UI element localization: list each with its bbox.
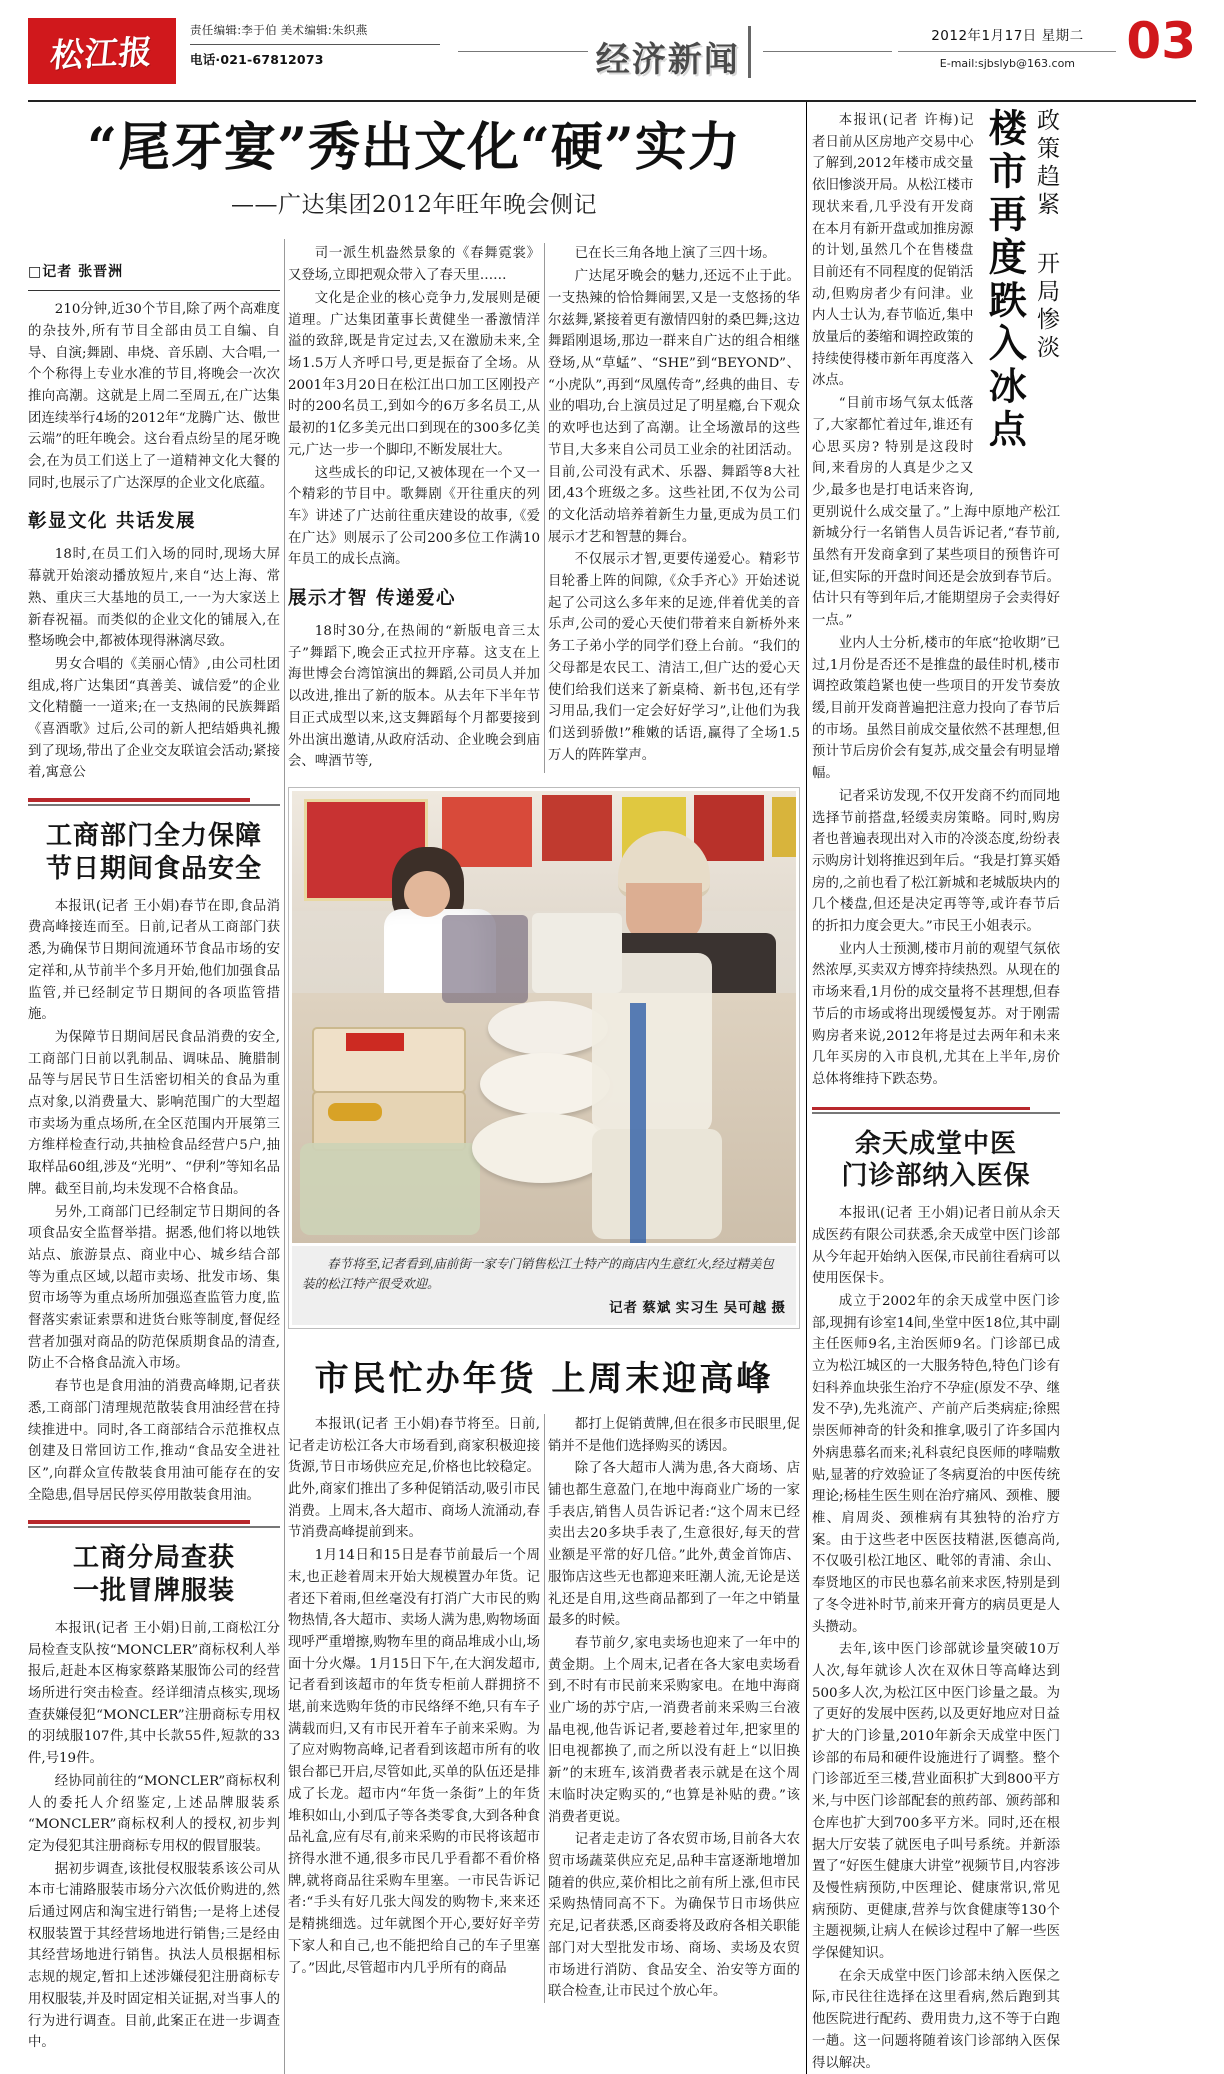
- column-divider: [284, 239, 285, 2074]
- photo-rice-cake: [480, 1053, 610, 1115]
- lead-subhead-2: 展示才智 传递爱心: [288, 588, 456, 610]
- left-story-1-headline: [28, 820, 280, 886]
- headline-line-1: 余天成堂中医: [854, 1128, 1017, 1159]
- section-bar: [748, 26, 751, 78]
- headline-line-1: 工商分局查获: [72, 1543, 235, 1574]
- lead-para: 已在长三角各地上演了三四十场。: [574, 246, 776, 262]
- left-red-rule-2: [28, 1520, 250, 1524]
- sidebar2-para: 成立于2002年的余天成堂中医门诊部,现拥有诊室14间,坐堂中医18位,其中副主任医师9名,主治医师9名。门诊部已成立为松江城区的一大服务特色,特色门诊有妇科养血块张生治疗不孕症(原发不孕、继发不孕),先兆流产、产前产后类病症;徐熙崇医师神奇的针灸和推拿,吸引了许多国内外病患慕名而来;礼科袁纪良医师的哮喘敷贴,显著的疗效验证了冬病夏治的中医传统理论;杨桂生医生则在治疗痛风、颈椎、腰椎、肩周炎、颈椎病有其独特的治疗方案。由于这些老中医医技精湛,医德高尚,不仅吸引松江地区、毗邻的青浦、余山、奉贤地区的市民也慕名前来求医,特别是到了冬令进补时节,前来开膏方的病员更是人头攒动。: [812, 1293, 1060, 1635]
- mid-para: 春节前夕,家电卖场也迎来了一年中的黄金期。上个周末,记者在各大家电卖场看到,不时有市民前来采购家电。在地中海商业广场的苏宁店,一消费者前来采购三台液晶电视,他告诉记者,要趁着过年,把家里的旧电视都换了,而之所以没有赶上“以旧换新”的末班车,该消费者表示就是在这个周末临时决定购买的,“也算是补贴的费。”该消费者更说。: [548, 1635, 800, 1825]
- center-region: [288, 239, 800, 2074]
- lead-column-3: [548, 243, 800, 772]
- section-title: 经济新闻: [595, 40, 740, 80]
- lead-para: 文化是企业的核心竞争力,发展则是硬道理。广达集团董事长黄健坐一番激情洋溢的致辞,既是肯定过去,又在激励未来,全场1.5万人齐呼口号,更是振奋了全场。从2001年3月20日在松江出口加工区刚投产时的200名员工,到如今的6万多名员工,从最初的1亿多美元出口到现在的300多亿美元,广达一步一个脚印,不断发展壮大。: [288, 290, 540, 458]
- headline-line-2: 门诊部纳入医保: [841, 1161, 1031, 1192]
- newspaper-page: [0, 12, 1224, 2071]
- masthead-rule-right: [763, 50, 893, 52]
- photo-snack-tray: [312, 1091, 466, 1151]
- lead-para: 不仅展示才智,更要传递爱心。精彩节目轮番上阵的间隙,《众手齐心》开始述说起了公司这么多年来的足迹,伴着优美的音乐声,公司的爱心天使们带着来自新桥外来务工子弟小学的同学们登上台前。“我们的父母都是农民工、清洁工,但广达的爱心天使们给我们送来了新桌椅、新书包,还有学习用品,我们一定会好好学习”,让他们为我们送到骄傲!”稚嫩的话语,赢得了全场1.5万人的阵阵掌声。: [548, 552, 800, 763]
- page-number: 03: [1126, 12, 1196, 70]
- sidebar2-para: 本报讯(记者 王小娟)记者日前从余天成医药有限公司获悉,余天成堂中医门诊部从今年起开始纳入医保,市民前往看病可以使用医保卡。: [812, 1206, 1060, 1287]
- photo-rice-cake: [472, 1113, 612, 1183]
- mid-column-left: [288, 1414, 540, 2003]
- sidebar-para: “目前市场气氛太低落了,大家都忙着过年,谁还有心思买房? 特别是这段时间,来看房的人真是少之又少,最多也是打电话来咨询,更别说什么成交量了。”上海中原地产松江新城分行一名销售人员告诉记者,“春节前,虽然有开发商拿到了某些项目的预售许可证,但实际的开盘时间还是会放到春节后。估计只有等到年后,才能期望房子会卖得好一点。”: [812, 396, 1060, 629]
- vertical-headline-block: [983, 102, 1060, 500]
- sidebar-para: 业内人士分析,楼市的年底“抢收期”已过,1月份是否还不是推盘的最佳时机,楼市调控政策趋紧也使一些项目的开发节奏放缓,目前开发商普遍把注意力投向了春节后的市场。虽然目前成交量依然不甚理想,但预计节后房价会有复苏,成交量会有明显增幅。: [812, 635, 1060, 782]
- photo-caption-box: [292, 1246, 796, 1325]
- left2-para: 本报讯(记者 王小娟)日前,工商松江分局检查支队按“MONCLER”商标权利人举报后,赶赴本区梅家蔡路某服饰公司的经营场所进行突击检查。经详细清点核实,现场查获嫌侵犯“MONCLER”注册商标专用权的羽绒服107件,其中长款55件,短款的33件,号19件。: [28, 1620, 280, 1767]
- lead-column-1: [28, 239, 280, 2074]
- photo-rice-cake: [488, 1001, 608, 1055]
- photo-caption: 春节将至,记者看到,庙前街一家专门销售松江土特产的商店内生意红火,经过精美包装的松江特产很受欢迎。: [302, 1256, 774, 1291]
- mid-column-right: [548, 1414, 800, 2003]
- editor-line: 责任编辑:李于伯 美术编辑:朱织燕: [190, 23, 368, 37]
- mid-story-headline: 市民忙办年货 上周末迎高峰: [314, 1358, 774, 1399]
- left1-para: 另外,工商部门已经制定节日期间的各项食品安全监督举措。据悉,他们将以地铁站点、旅游景点、商业中心、城乡结合部等为重点区域,以超市卖场、批发市场、集贸市场等为重点场所加强巡查监管力度,监督落实索证索票和进货台账等制度,督促经营者加强对商品的防范保质期食品的清查,防止不合格食品流入市场。: [28, 1204, 280, 1372]
- photo-product-box: [442, 797, 532, 867]
- sidebar-red-rule: [812, 1107, 1030, 1110]
- photo-label-yellow: [328, 1103, 382, 1121]
- headline-line-2: 节日期间食品安全: [45, 853, 262, 884]
- photo-credit: 记者 蔡斌 实习生 吴可越 摄: [609, 1299, 786, 1315]
- sidebar-kicker: 政策趋紧 开局惨淡: [1033, 108, 1059, 363]
- paper-logo: [28, 18, 176, 84]
- headline-line-2: 一批冒牌服装: [72, 1576, 235, 1607]
- left1-para: 春节也是食用油的消费高峰期,记者获悉,工商部门清理规范散装食用油经营在持续推进中。同时,各工商部结合示范推权点创建及日常回访工作,推动“食品安全进社区”,向群众宣传散装食用油可能存在的安全隐患,倡导居民停买停用散装食用油。: [28, 1379, 280, 1503]
- lead-para: 广达尾牙晚会的魅力,还远不止于此。一支热辣的恰恰舞闹罢,又是一支悠扬的华尔兹舞,紧接着更有激情四射的桑巴舞;这边舞蹈刚退场,那边一群来自广达的组合相继登场,从“草蜢”、“SHE”到“BEYOND”、“小虎队”,再到“凤凰传奇”,经典的曲目、专业的唱功,台上演员过足了明星瘾,台下观众的欢呼也达到了高潮。让全场激昂的这些节目,大多来自公司员工业余的社团活动。目前,公司没有武术、乐器、舞蹈等8大社团,43个班级之多。这些社团,不仅为公司的文化活动培养着新生力量,更成为员工们展示才艺和智慧的舞台。: [548, 269, 800, 545]
- column-divider: [544, 1414, 545, 2003]
- sidebar-gray-rule: [812, 1112, 1060, 1114]
- photo-block: [288, 787, 800, 1329]
- sidebar2-para: 去年,该中医门诊部就诊量突破10万人次,每年就诊人次在双休日等高峰达到500多人次,为松江区中医门诊量之最。为了更好的发展中医药,以及更好地应对日益扩大的门诊量,2010年新余天成堂中医门诊部的布局和硬件设施进行了调整。整个门诊部近至三楼,营业面积扩大到800平方米,与中医门诊部配套的煎药部、颁药部和仓库也扩大到700多平方米。同时,还在根据大厅安装了就医电子叫号系统。并新添置了“好医生健康大讲堂”视频节目,内容涉及慢性病预防,中医理论、健康常识,常见病预防、更健康,营养与饮食健康等130个主题视频,让病人在候诊过程中了解一些医学保健知识。: [812, 1642, 1060, 1962]
- sidebar-para: 本报讯(记者 许梅)记者日前从区房地产交易中心了解到,2012年楼市成交量依旧惨淡开局。从松江楼市现状来看,几乎没有开发商在本月有新开盘或加推房源的计划,虽然几个在售楼盘目前还有不同程度的促销活动,但购房者少有问津。业内人士认为,春节临近,集中放量后的萎缩和调控政策的持续使得楼市新年再度落入冰点。: [812, 113, 974, 389]
- email-address: E-mail:sjbslyb@163.com: [939, 57, 1076, 70]
- left-red-rule: [28, 798, 250, 802]
- left2-para: 据初步调查,该批侵权服装系该公司从本市七浦路服装市场分六次低价购进的,然后通过网店和淘宝进行销售;一是将上述侵权服装置于其经营场地进行销售;三是经由其经营场地进行销售。执法人员根据相标志规的规定,暂扣上述涉嫌侵犯注册商标专用权服装,并及时固定相关证据,对当事人的行为进行调查。目前,此案正在进一步调查中。: [28, 1861, 280, 2051]
- editor-divider: [190, 44, 440, 45]
- lead-byline: □记者 张晋洲: [28, 261, 280, 291]
- photo-dried-goods: [442, 915, 528, 1003]
- lead-para: 司一派生机盎然景象的《春舞霓裳》又登场,立即把观众带入了春天里……: [288, 246, 540, 284]
- photo-bagged-goods: [300, 1143, 480, 1235]
- left-gray-rule-2: [28, 1526, 280, 1528]
- date-block: [898, 18, 1116, 70]
- mid-para: 1月14日和15日是春节前最后一个周末,也正趁着周末开始大规模置办年货。记者还下着雨,但丝毫没有打消广大市民的购物热情,各大超市、卖场人满为患,购物场面现呼严重增擦,购物车里的商品堆成小山,场面十分火爆。1月15日下午,在大润发超市,记者看到该超市的年货专柜前人群拥挤不堪,前来选购年货的市民络绎不绝,只有车子满载而归,又有市民开着车子前来采购。为了应对购物高峰,记者看到该超市所有的收银台都已开启,尽管如此,买单的队伍还是排成了长龙。超市内“年货一条街”上的年货堆积如山,小到瓜子等各类零食,大到各种食品礼盒,应有尽有,前来采购的市民将该超市挤得水泄不通,很多市民几乎看都不看价格牌,就将商品往采购车里塞。一市民告诉记者:“手头有好几张大闯发的购物卡,来来还是精挑细选。过年就图个开心,要好好辛劳下家人和自己,也不能把给自己的车子里塞了。”因此,尽管超市内几乎所有的商品: [288, 1548, 540, 1976]
- mid-para: 都打上促销黄牌,但在很多市民眼里,促销并不是他们选择购买的诱因。: [548, 1416, 800, 1454]
- photo-white-goods: [532, 913, 622, 993]
- sidebar-para: 业内人士预测,楼市月前的观望气氛依然浓厚,买卖双方博弈持续热烈。从现在的市场来看,1月份的成交量将不甚理想,但春节后的市场或将出现缓慢复苏。对于刚需购房者来说,2012年将是过去两年和未来几年买房的入市良机,尤其在上半年,房价总体将维持下跌态势。: [812, 941, 1060, 1087]
- column-divider: [806, 102, 807, 2074]
- lead-para: 这些成长的印记,又被体现在一个又一个精彩的节目中。歌舞剧《开往重庆的列车》讲述了广达前往重庆建设的故事,《爱在广达》则展示了公司200多位工作满10年员工的成长点滴。: [288, 465, 540, 568]
- date-divider: [898, 51, 1116, 52]
- lead-para: 男女合唱的《美丽心情》,由公司杜团组成,将广达集团“真善美、诚信爱”的企业文化精髓一一道来;在一支热闹的民族舞蹈《喜酒歌》过后,公司的新人把结婚典礼搬到了现场,带出了企业交友联谊会活动;紧接着,寓意公: [28, 656, 280, 781]
- lead-headline-block: [28, 102, 800, 239]
- lead-subhead-1: 彰显文化 共话发展: [28, 511, 196, 533]
- column-divider: [544, 243, 545, 772]
- left2-para: 经协同前往的“MONCLER”商标权利人的委托人介绍鉴定,上述品牌服装系“MONCLER”商标权利人的授权,初步判定为侵犯其注册商标专用权的假冒服装。: [28, 1773, 280, 1854]
- photo-product-box: [772, 797, 796, 857]
- paper-name: 松江报: [48, 31, 156, 75]
- photo-counter-edge: [630, 1003, 646, 1243]
- mid-para: 记者走走访了各农贸市场,目前各大农贸市场蔬菜供应充足,品种丰富逐渐地增加随着的供应,菜价相比之前有所上涨,但市民采购热情同高不下。为确保节日市场供应充足,记者获悉,区商委将及政府各相关职能部门对大型批发市场、商场、卖场及农贸市场进行消防、食品安全、治安等方面的联合检查,让市民过个放心年。: [548, 1832, 800, 2000]
- left1-para: 为保障节日期间居民食品消费的安全,工商部门日前以乳制品、调味品、腌腊制品等与居民节日生活密切相关的食品为重点对象,以消费量大、影响范围广的大型超市卖场为重点场所,在全区范围内开展第三方维样检查行动,共抽检食品经营户5户,抽取样品60组,涉及“光明”、“伊利”等知名品牌。截至目前,均未发现不合格食品。: [28, 1029, 280, 1197]
- lead-column-2: [288, 243, 540, 772]
- photo-clerk-face: [404, 871, 450, 917]
- lead-para: 18时,在员工们入场的同时,现场大屏幕就开始滚动播放短片,来自“达上海、常熟、重庆三大基地的员工,一一为大家送上新春祝福。而类似的企业文化的铺展入,在整场晚会中,都被体现得淋漓尽致。: [28, 547, 280, 650]
- mid-para: 本报讯(记者 王小娟)春节将至。日前,记者走访松江各大市场看到,商家积极迎接货源,节日市场供应充足,价格也比较稳定。此外,商家们推出了多种促销活动,吸引市民消费。上周末,各大超市、商场人流涌动,春节消费高峰提前到来。: [288, 1416, 540, 1541]
- lead-para: 210分钟,近30个节目,除了两个高难度的杂技外,所有节目全部由员工自编、自导、自演;舞剧、串烧、音乐剧、大合唱,一个个称得上专业水准的节目,将晚会一次次推向高潮。这就是上周二至周五,在广达集团连续举行4场的2012年“龙腾广达、傲世云端”的旺年晚会。这台看点纷呈的尾牙晚会,在为员工们送上了一道精神文化大餐的同时,也展示了广达深厚的企业文化底蕴。: [28, 302, 280, 491]
- phone-line: 电话·021-67812073: [190, 52, 324, 67]
- lead-title: “尾牙宴”秀出文化“硬”实力: [87, 117, 741, 178]
- left-story-2-headline: [28, 1542, 280, 1608]
- news-photo: [292, 791, 796, 1243]
- lead-para: 18时30分,在热闹的“新版电音三太子”舞蹈下,晚会正式拉开序幕。这支在上海世博会台湾馆演出的舞蹈,公司员人并加以改进,推出了新的版本。从去年下半年节目正式成型以来,这支舞蹈每个月都要接到外出演出邀请,从政府活动、企业晚会到庙会、啤酒节等,: [288, 624, 540, 770]
- sidebar-para: 记者采访发现,不仅开发商不约而同地选择节前搭盘,轻缓卖房策略。同时,购房者也普遍表现出对入市的冷淡态度,纷纷表示购房计划将推迟到年后。“我是打算买婚房的,之前也看了松江新城和老城版块内的几个楼盘,但还是决定再等等,或许春节后的折扣力度会更大。”市民王小姐表示。: [812, 788, 1060, 935]
- lead-subtitle: ——广达集团2012年旺年晚会侧记: [230, 192, 598, 219]
- sidebar-story-2-headline: [812, 1128, 1060, 1194]
- left1-para: 本报讯(记者 王小娟)春节在即,食品消费高峰接连而至。日前,记者从工商部门获悉,为确保节日期间流通环节食品市场的安定祥和,从节前半个多月开始,他们加强食品监管,并已经制定节日期间的各项监管措施。: [28, 898, 280, 1023]
- photo-packed-goods: [592, 1129, 722, 1239]
- photo-product-box: [694, 795, 764, 861]
- photo-label-red: [346, 1033, 404, 1051]
- photo-product-box: [542, 795, 612, 861]
- headline-line-1: 工商部门全力保障: [45, 821, 262, 852]
- page-body: [28, 102, 1196, 2074]
- editor-credits: [190, 18, 454, 68]
- masthead: [28, 12, 1196, 96]
- publish-date: 2012年1月17日 星期二: [931, 28, 1084, 44]
- sidebar-vertical-headline: 楼市再度跌入冰点: [982, 108, 1028, 452]
- masthead-rule-left: [458, 50, 588, 52]
- mid-para: 除了各大超市人满为患,各大商场、店铺也都生意盈门,在地中海商业广场的一家手表店,销售人员告诉记者:“这个周末已经卖出去20多块手表了,生意很好,每天的营业额是平常的好几倍。”此外,黄金首饰店、服饰店这些无也都迎来旺潮人流,无论是送礼还是自用,这些商品都到了一年之中销量最多的时候。: [548, 1461, 800, 1629]
- right-sidebar-story-1: [812, 102, 1060, 2074]
- left-gray-rule: [28, 804, 280, 806]
- sidebar2-para: 在余天成堂中医门诊部未纳入医保之际,市民往往选择在这里看病,然后跑到其他医院进行配药、费用贵力,这不等于白跑一趟。这一问题将随着该门诊部纳入医保得以解决。: [812, 1968, 1060, 2071]
